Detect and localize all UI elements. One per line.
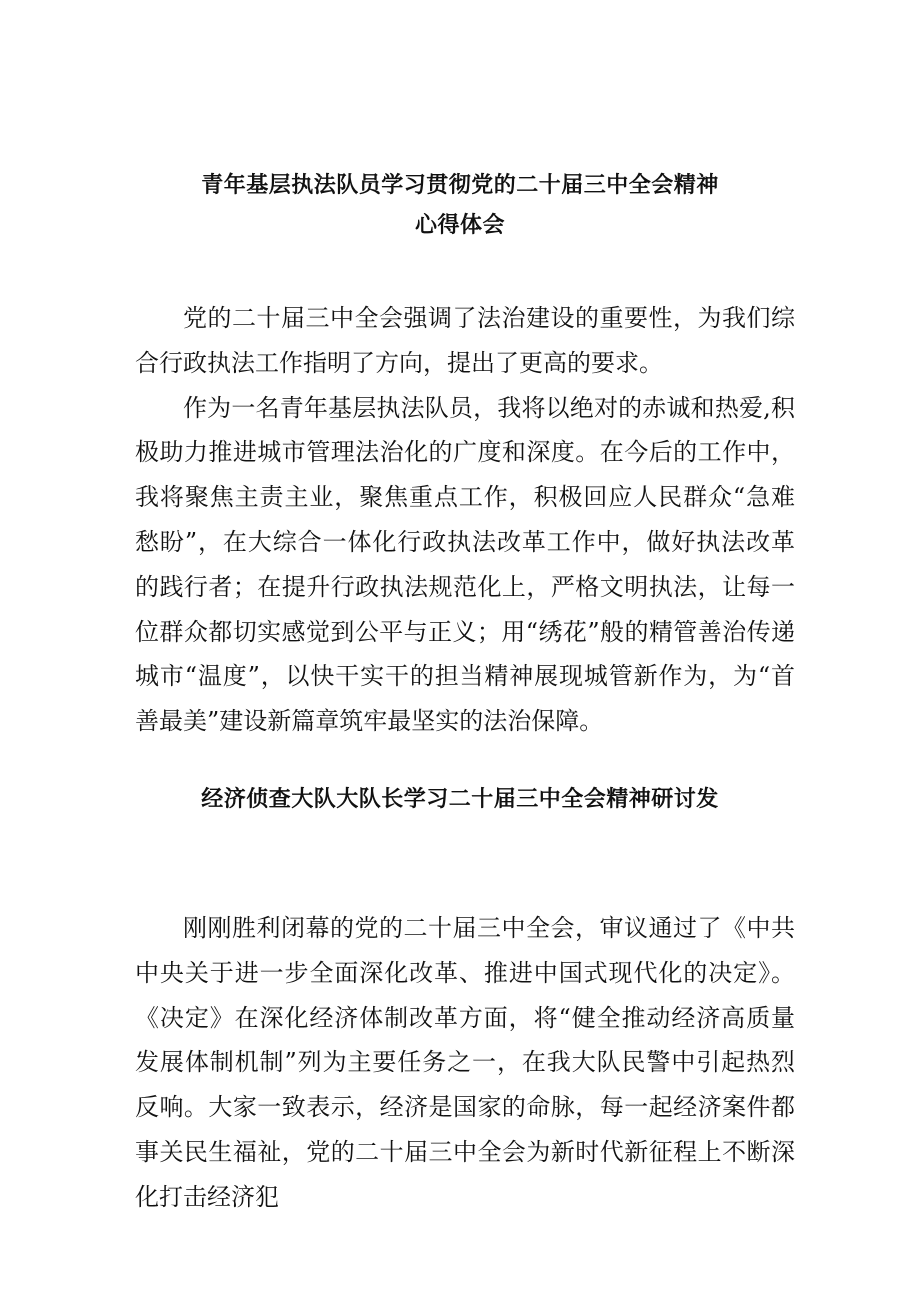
article1-paragraph-2: 作为一名青年基层执法队员，我将以绝对的赤诚和热爱,积极助力推进城市管理法治化的广度和深度。在今后的工作中，我将聚焦主责主业，聚焦重点工作，积极回应人民群众“急难愁盼”，在大综合一体化行政执法改革工作中，做好执法改革的践行者；在提升行政执法规范化上，严格文明执法，让每一位群众都切实感觉到公平与正义；用“绣花”般的精管善治传递城市“温度”，以快干实干的担当精神展现城管新作为，为“首善最美”建设新篇章筑牢最坚实的法治保障。 — [135, 393, 795, 736]
article2-title-line1: 经济侦查大队大队长学习二十届三中全会精神研讨发 — [201, 787, 719, 812]
article1-title-line1: 青年基层执法队员学习贯彻党的二十届三中全会精神 — [201, 173, 719, 198]
article1-title — [0, 166, 920, 246]
article1-paragraph-1: 党的二十届三中全会强调了法治建设的重要性，为我们综合行政执法工作指明了方向，提出了更高的要求。 — [135, 304, 795, 377]
article2-title — [0, 780, 920, 820]
article2-paragraph-1: 刚刚胜利闭幕的党的二十届三中全会，审议通过了《中共中央关于进一步全面深化改革、推进中国式现代化的决定》。《决定》在深化经济体制改革方面，将“健全推动经济高质量发展体制机制”列为主要任务之一，在我大队民警中引起热烈反响。大家一致表示，经济是国家的命脉，每一起经济案件都事关民生福祉，党的二十届三中全会为新时代新征程上不断深化打击经济犯 — [135, 914, 795, 1211]
article1-title-line2: 心得体会 — [414, 213, 505, 238]
